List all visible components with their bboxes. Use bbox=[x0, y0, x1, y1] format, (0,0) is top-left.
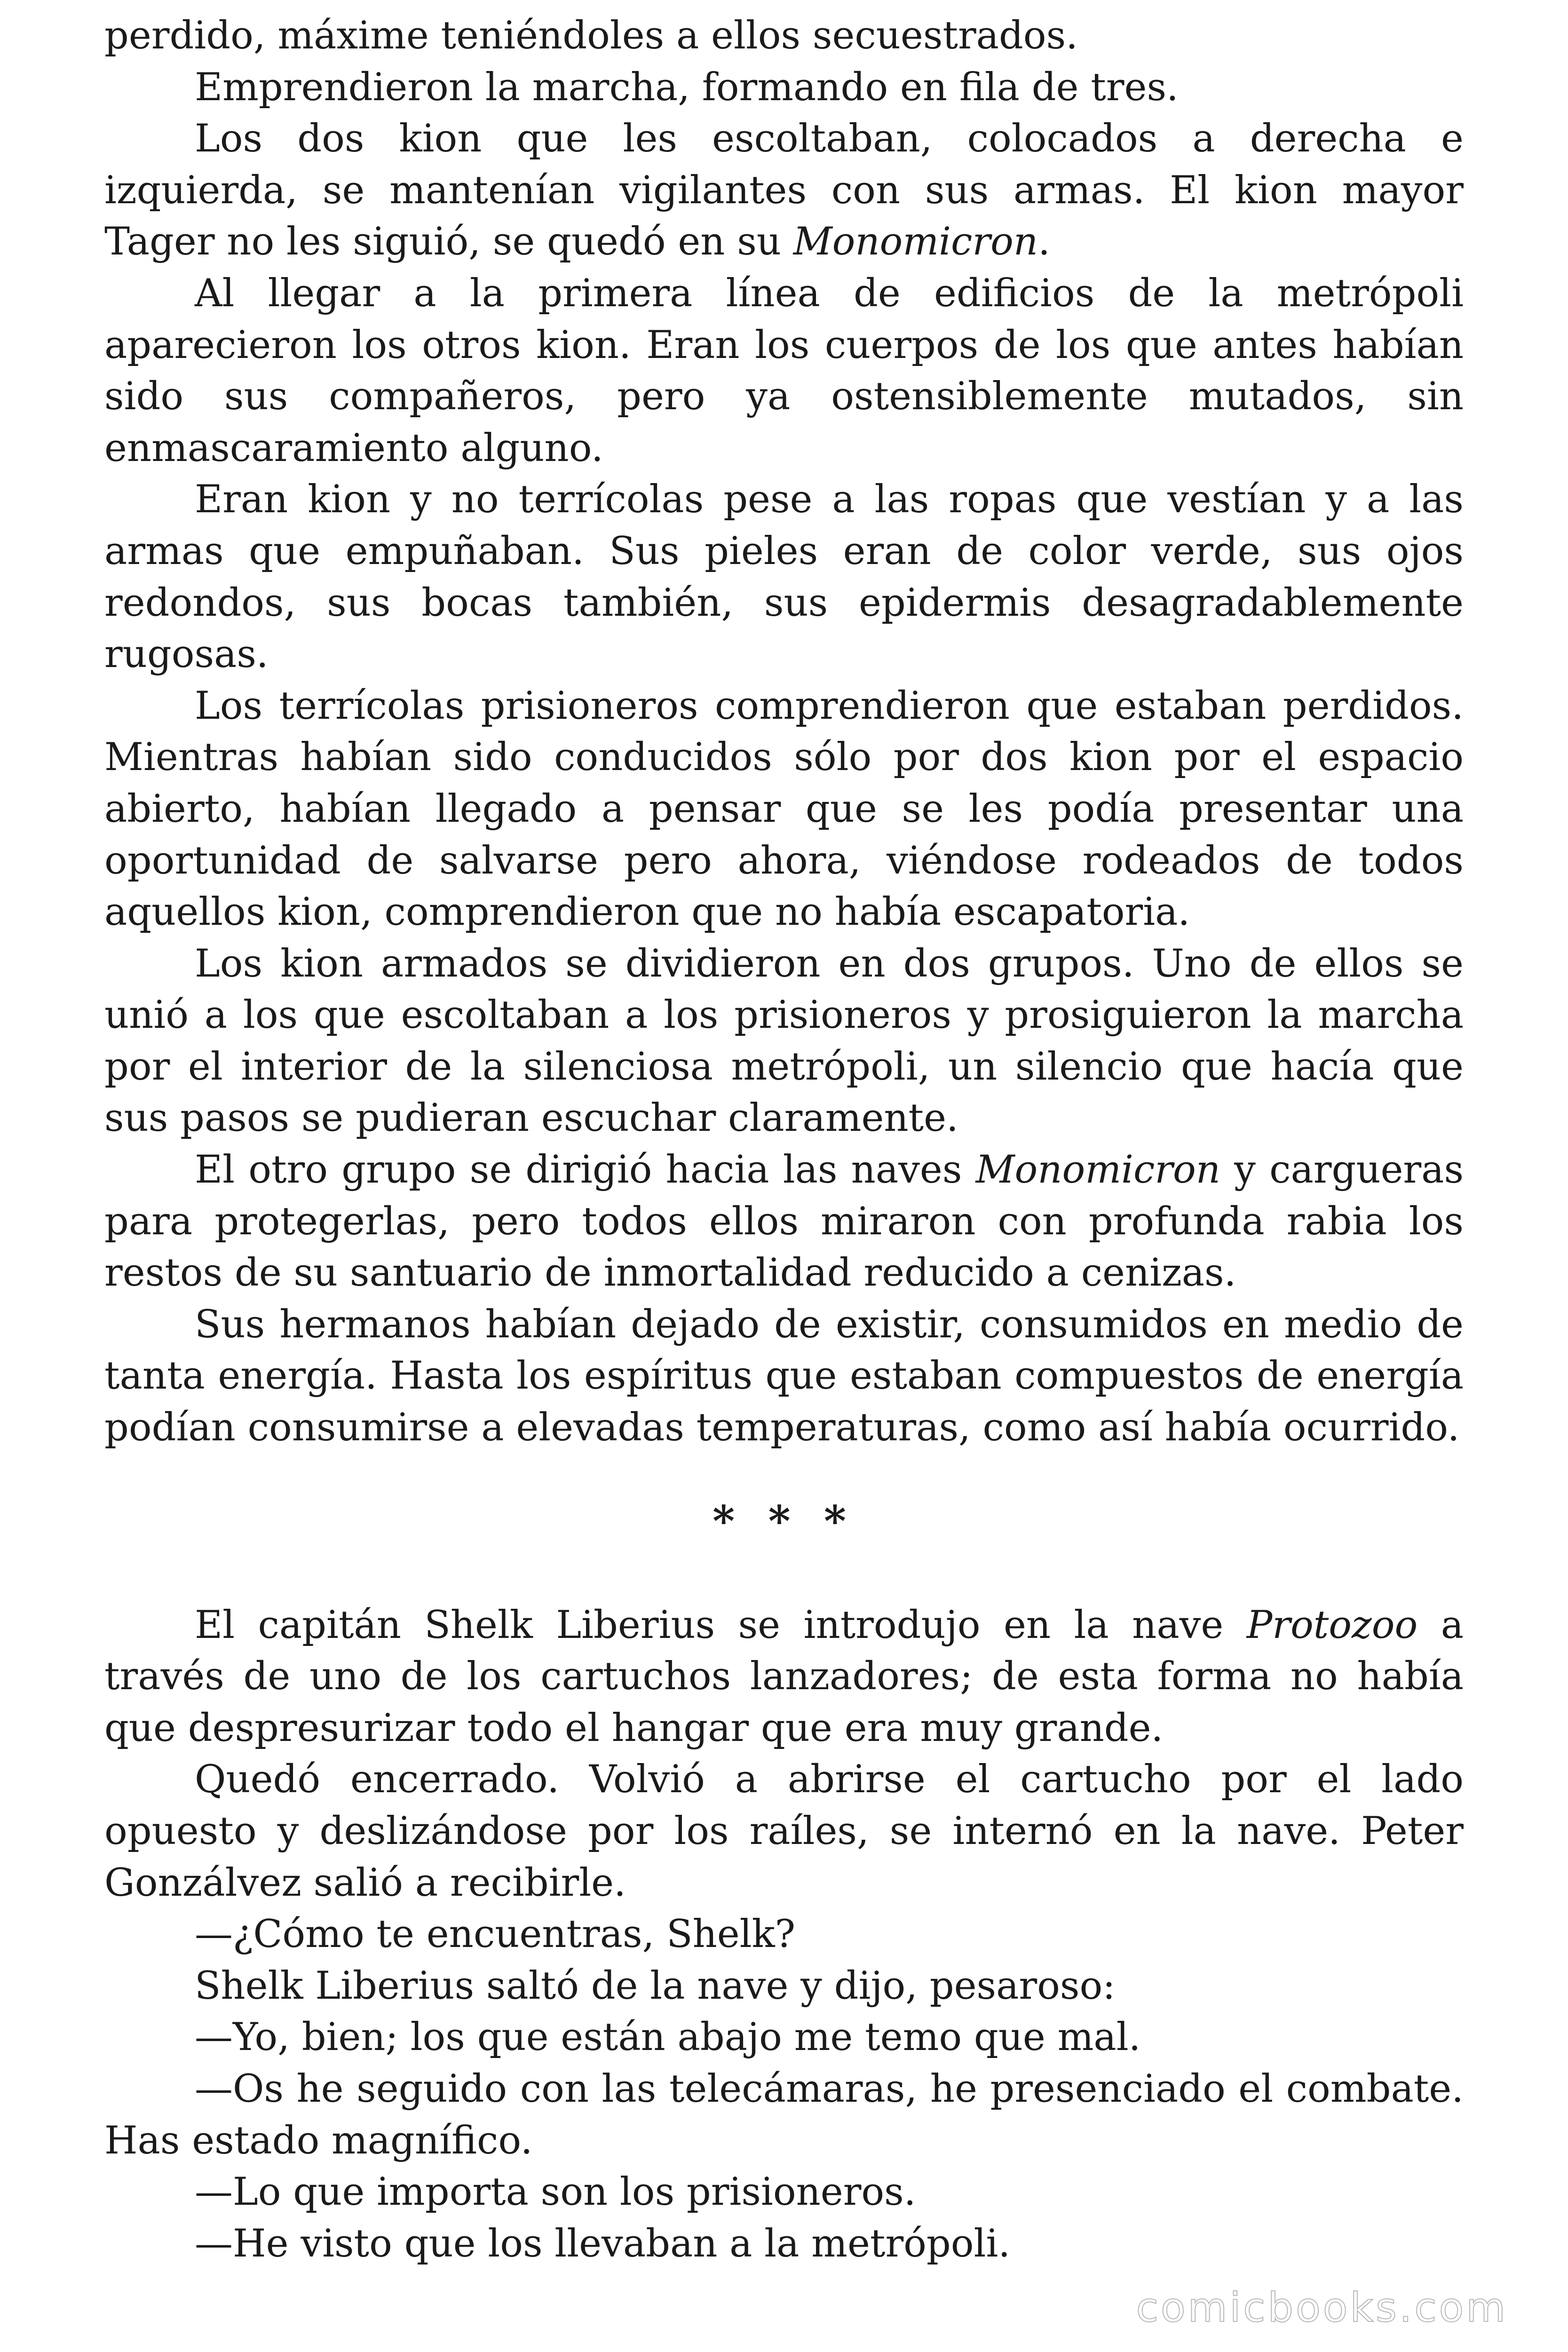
paragraph bbox=[104, 2167, 1464, 2218]
paragraph-text: Emprendieron la marcha, formando en fila de tres. bbox=[195, 65, 1179, 110]
watermark-logo: comicbooks.com bbox=[1136, 2284, 1508, 2331]
paragraph-text: a través de uno de los cartuchos lanzadores; de esta forma no había que despresurizar todo el hangar que era muy grande. bbox=[104, 1603, 1464, 1750]
paragraph-text: perdido, máxime teniéndoles a ellos secuestrados. bbox=[104, 14, 1078, 58]
paragraph-text: Los kion armados se dividieron en dos grupos. Uno de ellos se unió a los que escoltaban a los prisioneros y prosiguieron la marcha por el interior de la silenciosa metrópoli, un silencio que hacía que sus pasos se pudieran escuchar claramente. bbox=[104, 941, 1464, 1141]
paragraph bbox=[104, 1754, 1464, 1909]
paragraph-text: El otro grupo se dirigió hacia las naves bbox=[195, 1148, 976, 1192]
paragraph bbox=[104, 1144, 1464, 1299]
paragraph-text: —Lo que importa son los prisioneros. bbox=[195, 2170, 916, 2215]
paragraph bbox=[104, 113, 1464, 268]
paragraph bbox=[104, 938, 1464, 1144]
paragraph-text: —¿Cómo te encuentras, Shelk? bbox=[195, 1912, 796, 1957]
paragraph-text: Shelk Liberius saltó de la nave y dijo, pesaroso: bbox=[195, 1963, 1116, 2008]
paragraph-text: Los terrícolas prisioneros comprendieron que estaban perdidos. Mientras habían sido conducidos sólo por dos kion por el espacio abierto, habían llegado a pensar que se les podía presentar una oportunidad de salvarse pero ahora, viéndose rodeados de todos aquellos kion, comprendieron que no había escapatoria. bbox=[104, 683, 1464, 935]
italic-text: Monomicron bbox=[793, 220, 1038, 264]
paragraph-text: y cargueras para protegerlas, pero todos ellos miraron con profunda rabia los restos de su santuario de inmortalidad reducido a cenizas. bbox=[104, 1148, 1464, 1295]
paragraph-text: —Os he seguido con las telecámaras, he presenciado el combate. Has estado magnífico. bbox=[104, 2066, 1464, 2163]
paragraph-text: —He visto que los llevaban a la metrópoli. bbox=[195, 2221, 1011, 2266]
paragraph bbox=[104, 62, 1464, 114]
paragraph-text: Sus hermanos habían dejado de existir, consumidos en medio de tanta energía. Hasta los espíritus que estaban compuestos de energía podían consumirse a elevadas temperaturas, como así había ocurrido. bbox=[104, 1302, 1464, 1450]
paragraph-text: El capitán Shelk Liberius se introdujo en la nave bbox=[195, 1603, 1247, 1647]
paragraph bbox=[104, 474, 1464, 680]
text-section-after-break bbox=[104, 1600, 1464, 2270]
paragraph bbox=[104, 268, 1464, 474]
paragraph bbox=[104, 2064, 1464, 2167]
paragraph-text: Eran kion y no terrícolas pese a las ropas que vestían y a las armas que empuñaban. Sus pieles eran de color verde, sus ojos redondos, sus bocas también, sus epidermis desagradablemente rugosas. bbox=[104, 477, 1464, 677]
paragraph-text: Quedó encerrado. Volvió a abrirse el cartucho por el lado opuesto y deslizándose por los raíles, se internó en la nave. Peter Gonzálvez salió a recibirle. bbox=[104, 1757, 1464, 1905]
body-text bbox=[104, 10, 1464, 2270]
paragraph bbox=[104, 1961, 1464, 2012]
scene-break-separator: * * * bbox=[713, 1496, 855, 1546]
paragraph bbox=[104, 1909, 1464, 1961]
italic-text: Protozoo bbox=[1246, 1603, 1418, 1647]
text-section-before-break bbox=[104, 10, 1464, 1454]
paragraph bbox=[104, 1299, 1464, 1454]
paragraph-text: Los dos kion que les escoltaban, colocados a derecha e izquierda, se mantenían vigilantes con sus armas. El kion mayor Tager no les siguió, se quedó en su bbox=[104, 117, 1464, 264]
paragraph bbox=[104, 10, 1464, 62]
paragraph bbox=[104, 1600, 1464, 1755]
paragraph bbox=[104, 681, 1464, 938]
paragraph-text: . bbox=[1038, 220, 1050, 264]
paragraph-text: —Yo, bien; los que están abajo me temo que mal. bbox=[195, 2015, 1141, 2060]
italic-text: Monomicron bbox=[975, 1148, 1220, 1192]
paragraph-text: Al llegar a la primera línea de edificios de la metrópoli aparecieron los otros kion. Eran los cuerpos de los que antes habían sido sus compañeros, pero ya ostensiblemente mutados, sin enmascaramiento alguno. bbox=[104, 271, 1464, 470]
paragraph bbox=[104, 2012, 1464, 2064]
paragraph bbox=[104, 2218, 1464, 2270]
